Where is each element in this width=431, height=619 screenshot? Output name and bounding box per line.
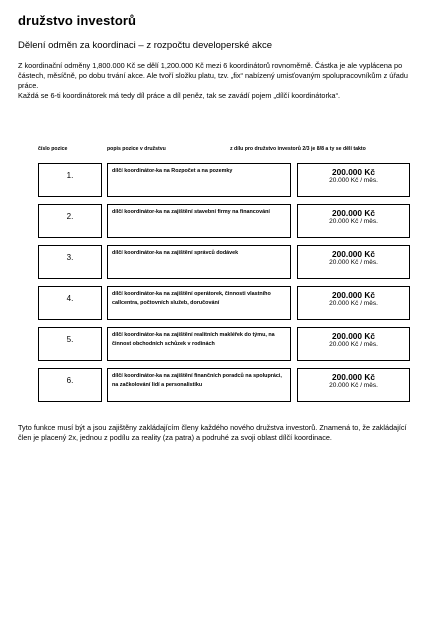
amount-cell	[297, 286, 410, 320]
position-description-cell: dílčí koordinátor-ka na Rozpočet a na pozemky	[107, 163, 291, 197]
monthly-amount: 20.000 Kč / měs.	[329, 300, 378, 307]
intro-text	[18, 61, 418, 101]
amount-cell	[297, 245, 410, 279]
table-row	[38, 368, 410, 404]
monthly-amount: 20.000 Kč / měs.	[329, 218, 378, 225]
table-row	[38, 204, 410, 240]
intro-paragraph: Z koordinační odměny 1,800.000 Kč se dělí 1,200.000 Kč mezi 6 koordinátorů rovnoměrně. Částka je ale vyplácena po částech, měsíčně, po dobu trvání akce. Ale tvoří složku platu, tzv. „fix“ nabízený umisťovaným spolupracovníkům z úřadu práce.	[18, 61, 408, 90]
position-description-cell: dílčí koordinátor-ka na zajištění stavební firmy na financování	[107, 204, 291, 238]
monthly-amount: 20.000 Kč / měs.	[329, 259, 378, 266]
monthly-amount: 20.000 Kč / měs.	[329, 382, 378, 389]
total-amount: 200.000 Kč	[332, 290, 375, 300]
position-number-cell: 1.	[38, 163, 102, 197]
position-description-cell: dílčí koordinátor-ka na zajištění finančních poradců na spolupráci, na začkolování lidí a personalistiku	[107, 368, 291, 402]
table-row	[38, 327, 410, 363]
table-row	[38, 286, 410, 322]
position-description-cell: dílčí koordinátor-ka na zajištění operátorek, činnosti vlastního callcentra, počtovních služeb, doručování	[107, 286, 291, 320]
monthly-amount: 20.000 Kč / měs.	[329, 341, 378, 348]
column-header-position-description: popis pozice v družstvu	[107, 146, 166, 152]
total-amount: 200.000 Kč	[332, 249, 375, 259]
amount-cell	[297, 368, 410, 402]
amount-cell	[297, 327, 410, 361]
monthly-amount: 20.000 Kč / měs.	[329, 177, 378, 184]
position-number-cell: 2.	[38, 204, 102, 238]
total-amount: 200.000 Kč	[332, 208, 375, 218]
position-number-cell: 6.	[38, 368, 102, 402]
amount-cell	[297, 163, 410, 197]
total-amount: 200.000 Kč	[332, 331, 375, 341]
position-description-cell: dílčí koordinátor-ka na zajištění správců dodávek	[107, 245, 291, 279]
table-row	[38, 245, 410, 281]
position-number-cell: 5.	[38, 327, 102, 361]
amount-cell	[297, 204, 410, 238]
column-header-share: z dílu pro družstvo investorů 2/3 je 8/8 a ty se dělí takto	[230, 146, 366, 152]
footer-text: Tyto funkce musí být a jsou zajištěny zakládajícím členy každého nového družstva investorů. Znamená to, že zakládající člen je placený 2x, jednou z podílu za reality (za patra) a podruhé za svoji oblast dílčí koordinace.	[18, 423, 407, 442]
position-number-cell: 3.	[38, 245, 102, 279]
intro-paragraph: Každá se 6-ti koordinátorek má tedy díl práce a díl peněz, tak se zavádí pojem „dílčí koordinátorka“.	[18, 91, 341, 100]
total-amount: 200.000 Kč	[332, 167, 375, 177]
position-description-cell: dílčí koordinátor-ka na zajištění realitních makléřek do týmu, na činnost obchodních schůzek v rodinách	[107, 327, 291, 361]
column-header-position-number: číslo pozice	[38, 146, 68, 152]
total-amount: 200.000 Kč	[332, 372, 375, 382]
document-subtitle: Dělení odměn za koordinaci – z rozpočtu developerské akce	[18, 40, 273, 51]
table-row	[38, 163, 410, 199]
document-title: družstvo investorů	[18, 13, 137, 28]
position-number-cell: 4.	[38, 286, 102, 320]
